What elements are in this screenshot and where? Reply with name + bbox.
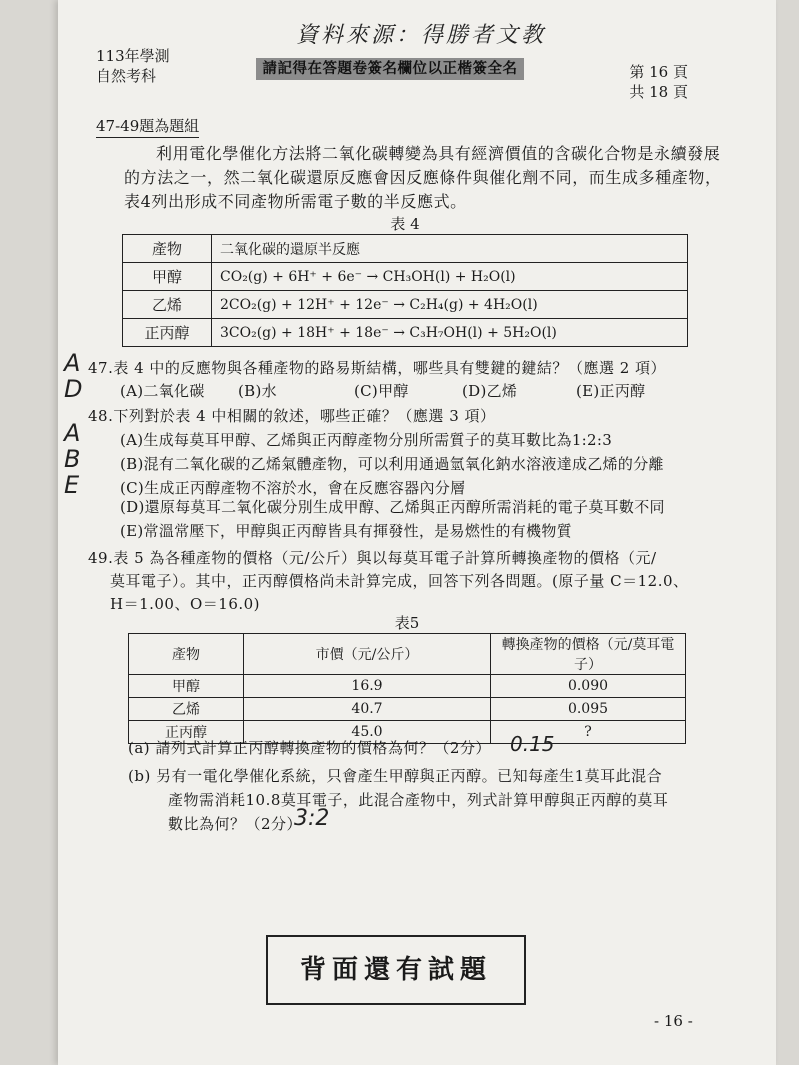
equation-cell: 3CO₂(g) + 18H⁺ + 18e⁻ → C₃H₇OH(l) + 5H₂O(l) <box>212 319 688 347</box>
table-cell: ? <box>491 721 686 744</box>
product-cell: 乙烯 <box>123 291 212 319</box>
page-label: 第 16 頁 <box>629 63 688 81</box>
table-row <box>129 675 686 698</box>
q49-stem-line3: H＝1.00、O＝16.0) <box>110 595 261 613</box>
q48-option-e: (E)常溫常壓下，甲醇與正丙醇皆具有揮發性，是易燃性的有機物質 <box>120 522 572 540</box>
q49-sub-b-line1: (b) 另有一電化學催化系統，只會產生甲醇與正丙醇。已知每產生1莫耳此混合 <box>128 767 663 785</box>
q49-stem-line1: 49.表 5 為各種產物的價格（元/公斤）與以每莫耳電子計算所轉換產物的價格（元/ <box>88 549 657 567</box>
q47-option-d: (D)乙烯 <box>462 382 518 400</box>
table-row <box>123 291 688 319</box>
q47-stem: 47.表 4 中的反應物與各種產物的路易斯結構，哪些具有雙鍵的鍵結？（應選 2 項） <box>88 359 667 377</box>
equation-cell: 2CO₂(g) + 12H⁺ + 12e⁻ → C₂H₄(g) + 4H₂O(l) <box>212 291 688 319</box>
q49-stem-line2: 莫耳電子）。其中，正丙醇價格尚未計算完成，回答下列各問題。(原子量 C＝12.0、 <box>110 572 689 590</box>
table-cell: 0.090 <box>491 675 686 698</box>
q47-option-c: (C)甲醇 <box>354 382 409 400</box>
table-header-row <box>123 235 688 263</box>
intro-paragraph: 利用電化學催化方法將二氧化碳轉變為具有經濟價值的含碳化合物是永續發展的方法之一，然二氧化碳還原反應會因反應條件與催化劑不同，而生成多種產物，表4列出形成不同產物所需電子數的半反應式。 <box>124 144 722 211</box>
q49-sub-b-handwritten-answer: 3:2 <box>294 806 330 831</box>
q47-option-b: (B)水 <box>238 382 277 400</box>
table-header-cell: 二氧化碳的還原半反應 <box>212 235 688 263</box>
signature-reminder-banner: 請記得在答題卷簽名欄位以正楷簽全名 <box>256 58 524 80</box>
table5 <box>128 633 686 744</box>
q47-option-a: (A)二氧化碳 <box>120 382 205 400</box>
table-row <box>123 263 688 291</box>
q48-stem: 48.下列對於表 4 中相關的敘述，哪些正確？（應選 3 項） <box>88 407 496 425</box>
q49-sub-b-line2: 產物需消耗10.8莫耳電子，此混合產物中，列式計算甲醇與正丙醇的莫耳 <box>168 791 669 809</box>
exam-page <box>58 0 776 1065</box>
q48-handwritten-margin-answer: A B E <box>64 419 81 499</box>
table5-caption: 表5 <box>394 614 420 632</box>
q48-option-b: (B)混有二氧化碳的乙烯氣體產物，可以利用通過氫氧化鈉水溶液達成乙烯的分離 <box>120 455 664 473</box>
product-cell: 甲醇 <box>123 263 212 291</box>
table-cell: 16.9 <box>244 675 491 698</box>
back-page-notice: 背面還有試題 <box>266 935 526 1005</box>
table-cell: 45.0 <box>244 721 491 744</box>
table-cell: 40.7 <box>244 698 491 721</box>
product-cell: 正丙醇 <box>123 319 212 347</box>
table-cell: 正丙醇 <box>129 721 244 744</box>
exam-header-left <box>96 46 170 86</box>
q49-sub-a: (a) 請列式計算正丙醇轉換產物的價格為何？（2分） <box>128 739 491 757</box>
q47-handwritten-margin-answer: A D <box>64 349 83 403</box>
table-row <box>129 698 686 721</box>
exam-subject: 自然考科 <box>96 67 157 85</box>
table4-caption: 表 4 <box>390 215 420 233</box>
total-pages-label: 共 18 頁 <box>629 83 688 101</box>
table-cell: 0.095 <box>491 698 686 721</box>
q48-option-a: (A)生成每莫耳甲醇、乙烯與正丙醇產物分別所需質子的莫耳數比為1:2:3 <box>120 431 613 449</box>
q49-sub-b-line3: 數比為何？（2分） <box>168 815 303 833</box>
table-header-row <box>129 634 686 675</box>
exam-header-right <box>629 62 688 102</box>
table-header-cell: 市價（元/公斤） <box>244 634 491 675</box>
table-header-cell: 產物 <box>123 235 212 263</box>
table-header-cell: 轉換產物的價格（元/莫耳電子） <box>491 634 686 675</box>
table-row <box>123 319 688 347</box>
equation-cell: CO₂(g) + 6H⁺ + 6e⁻ → CH₃OH(l) + H₂O(l) <box>212 263 688 291</box>
q47-option-e: (E)正丙醇 <box>576 382 646 400</box>
page-number: - 16 - <box>654 1012 693 1030</box>
handwritten-source-note: 資料來源：得勝者文教 <box>296 23 547 48</box>
table-cell: 乙烯 <box>129 698 244 721</box>
table-cell: 甲醇 <box>129 675 244 698</box>
table-header-cell: 產物 <box>129 634 244 675</box>
q49-sub-a-handwritten-answer: 0.15 <box>510 732 555 756</box>
q48-option-c: (C)生成正丙醇產物不溶於水，會在反應容器內分層 <box>120 479 466 497</box>
question-group-title: 47-49題為題組 <box>96 115 199 138</box>
q48-option-d: (D)還原每莫耳二氧化碳分別生成甲醇、乙烯與正丙醇所需消耗的電子莫耳數不同 <box>120 498 665 516</box>
table4 <box>122 234 688 347</box>
exam-year: 113年學測 <box>96 47 170 65</box>
